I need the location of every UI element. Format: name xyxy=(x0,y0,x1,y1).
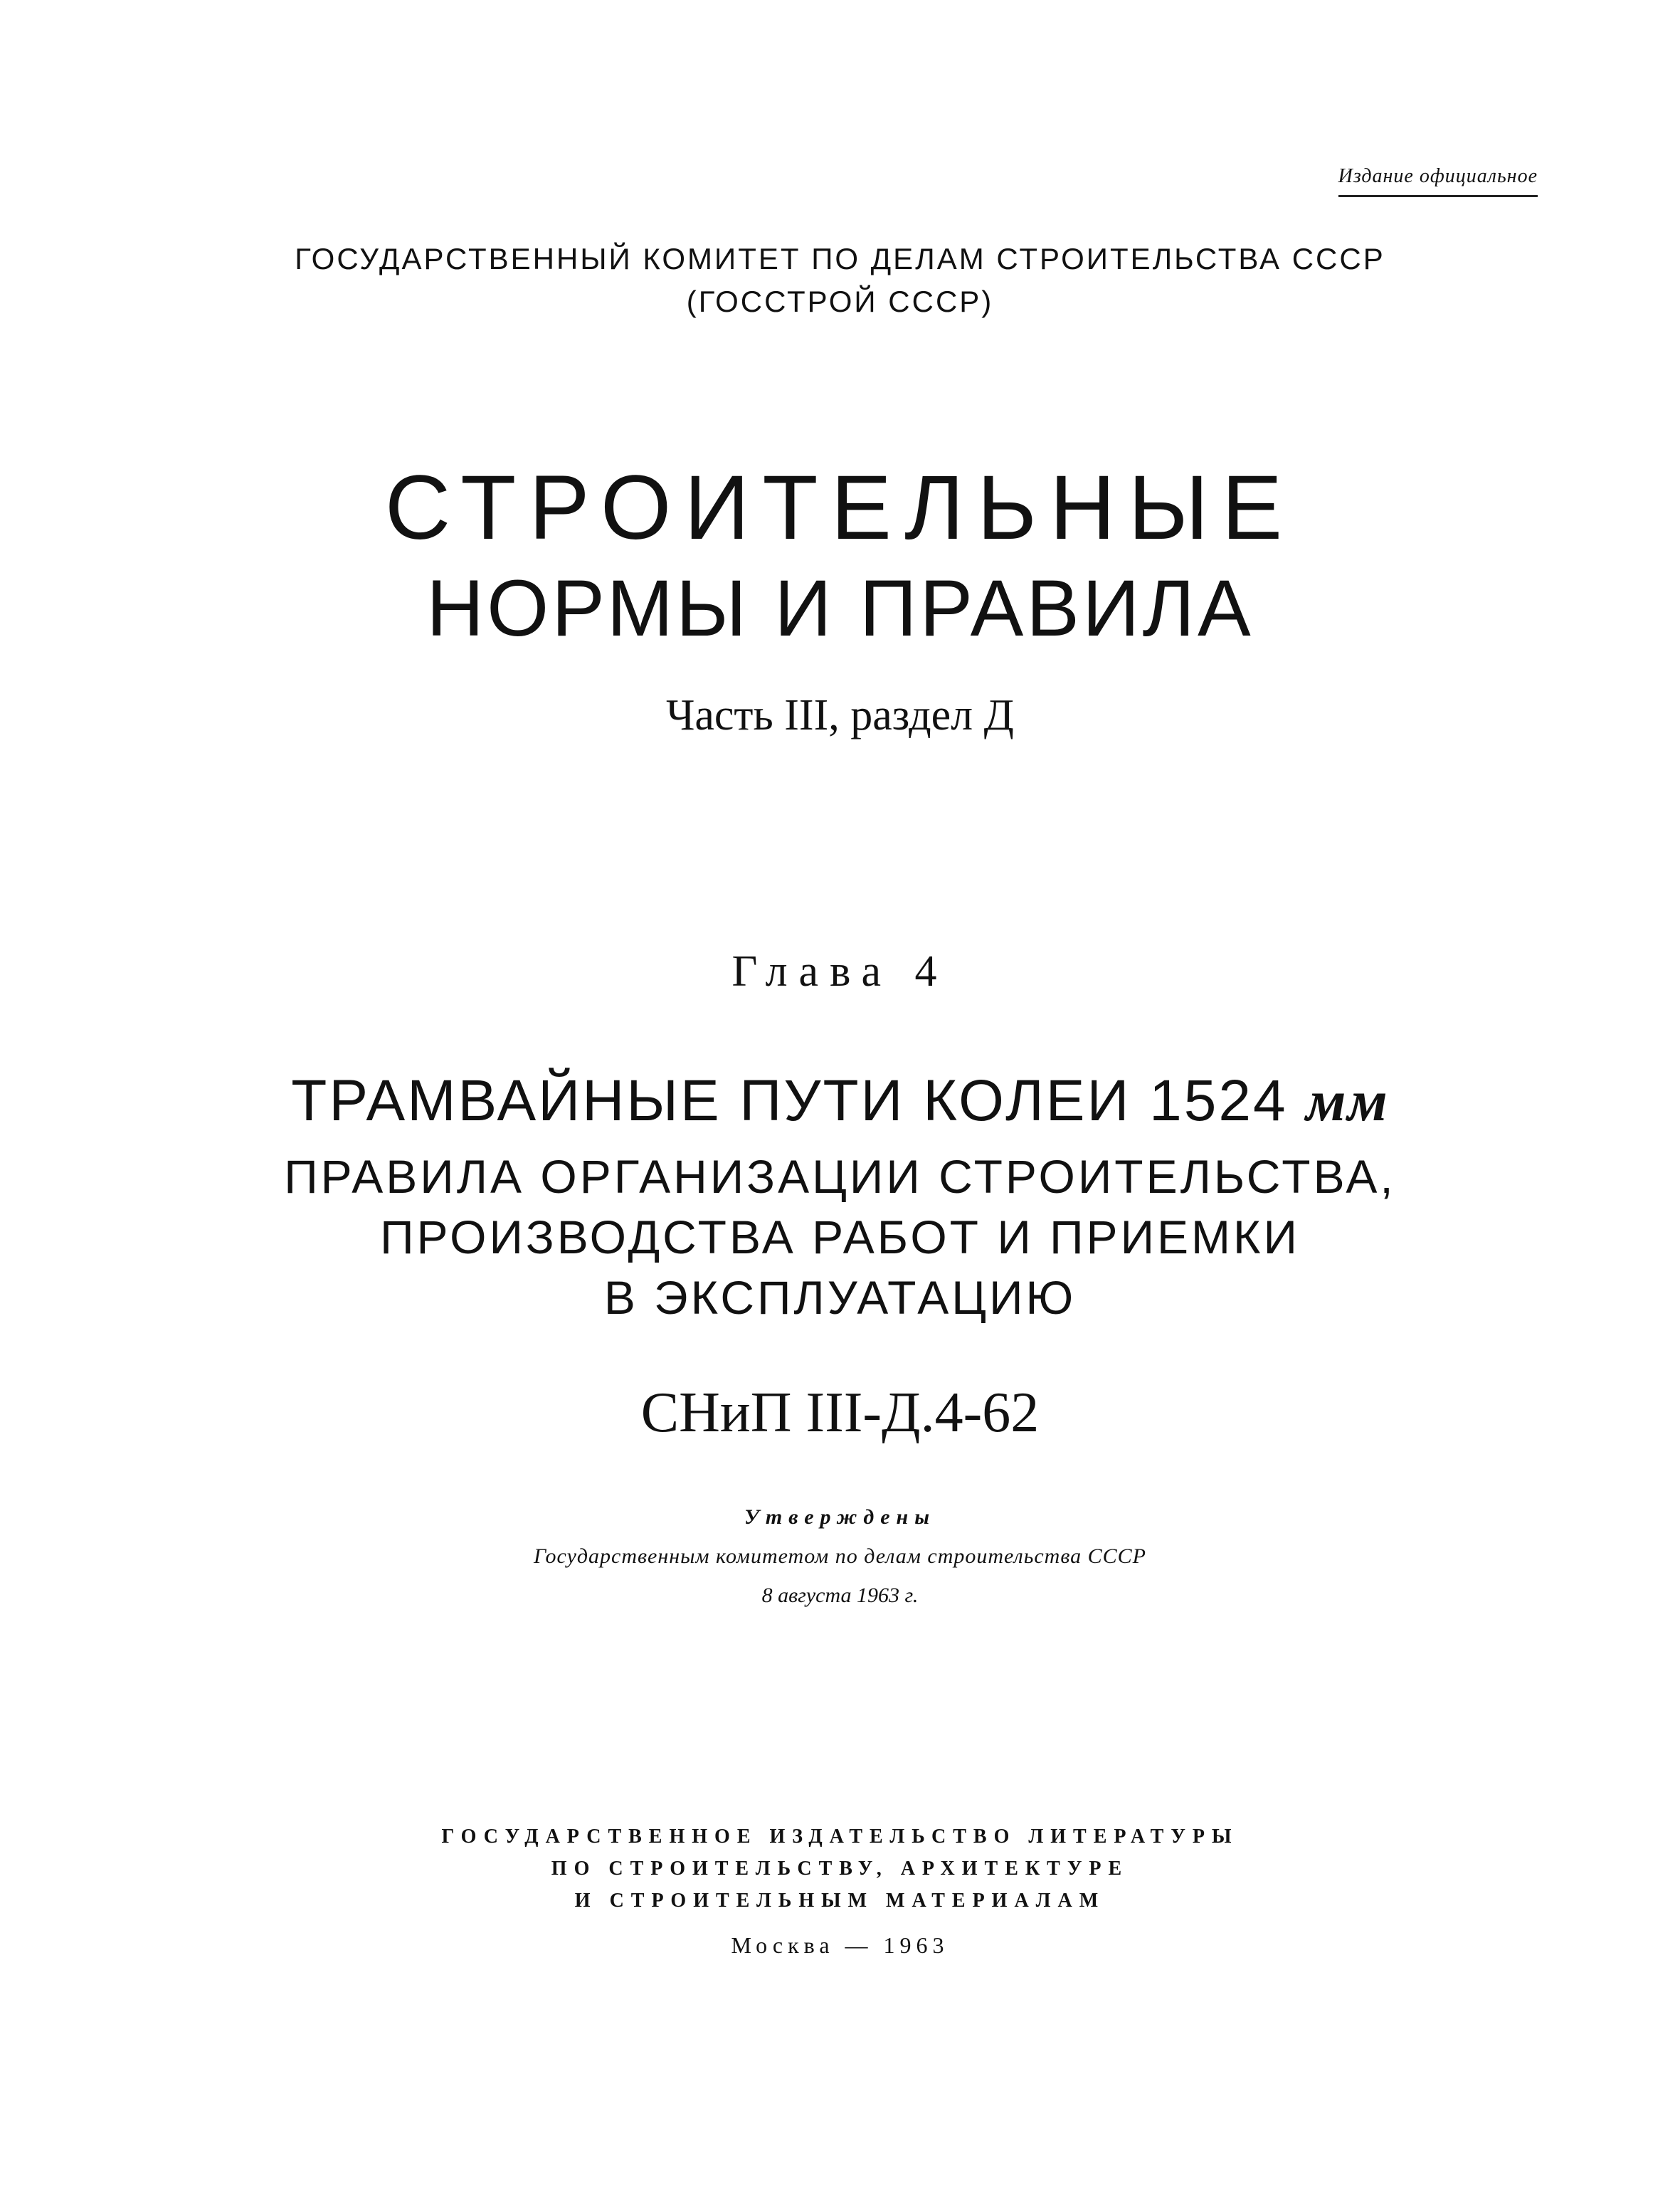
publisher-line1: ГОСУДАРСТВЕННОЕ ИЗДАТЕЛЬСТВО ЛИТЕРАТУРЫ xyxy=(441,1826,1239,1848)
publication-city-year: Москва — 1963 xyxy=(731,1932,949,1958)
edition-note: Издание официальное xyxy=(1338,165,1538,197)
part-section: Часть III, раздел Д xyxy=(666,691,1014,739)
subtitle-unit: мм xyxy=(1306,1068,1389,1133)
committee-name: ГОСУДАРСТВЕННЫЙ КОМИТЕТ ПО ДЕЛАМ СТРОИТЕЛЬСТВА СССР xyxy=(295,242,1385,275)
chapter-label: Глава 4 xyxy=(731,947,949,996)
chapter-subtitle-line3: ПРОИЗВОДСТВА РАБОТ И ПРИЕМКИ xyxy=(380,1211,1300,1263)
publisher-line3: И СТРОИТЕЛЬНЫМ МАТЕРИАЛАМ xyxy=(574,1890,1106,1912)
approval-date: 8 августа 1963 г. xyxy=(761,1584,919,1607)
main-title-line1: СТРОИТЕЛЬНЫЕ xyxy=(384,457,1296,559)
approval-heading: Утверждены xyxy=(744,1505,936,1529)
main-title-line2: НОРМЫ И ПРАВИЛА xyxy=(426,564,1254,653)
chapter-subtitle-line1 xyxy=(0,1068,1680,1134)
document-code: СНиП III-Д.4-62 xyxy=(640,1381,1040,1444)
subtitle-text: ТРАМВАЙНЫЕ ПУТИ КОЛЕИ 1524 xyxy=(291,1068,1288,1133)
committee-abbreviation: (ГОССТРОЙ СССР) xyxy=(686,285,994,318)
publisher-line2: ПО СТРОИТЕЛЬСТВУ, АРХИТЕКТУРЕ xyxy=(551,1858,1129,1880)
chapter-subtitle-line2: ПРАВИЛА ОРГАНИЗАЦИИ СТРОИТЕЛЬСТВА, xyxy=(284,1150,1396,1203)
chapter-subtitle-line4: В ЭКСПЛУАТАЦИЮ xyxy=(603,1271,1077,1324)
approval-authority: Государственным комитетом по делам строительства СССР xyxy=(533,1544,1147,1568)
